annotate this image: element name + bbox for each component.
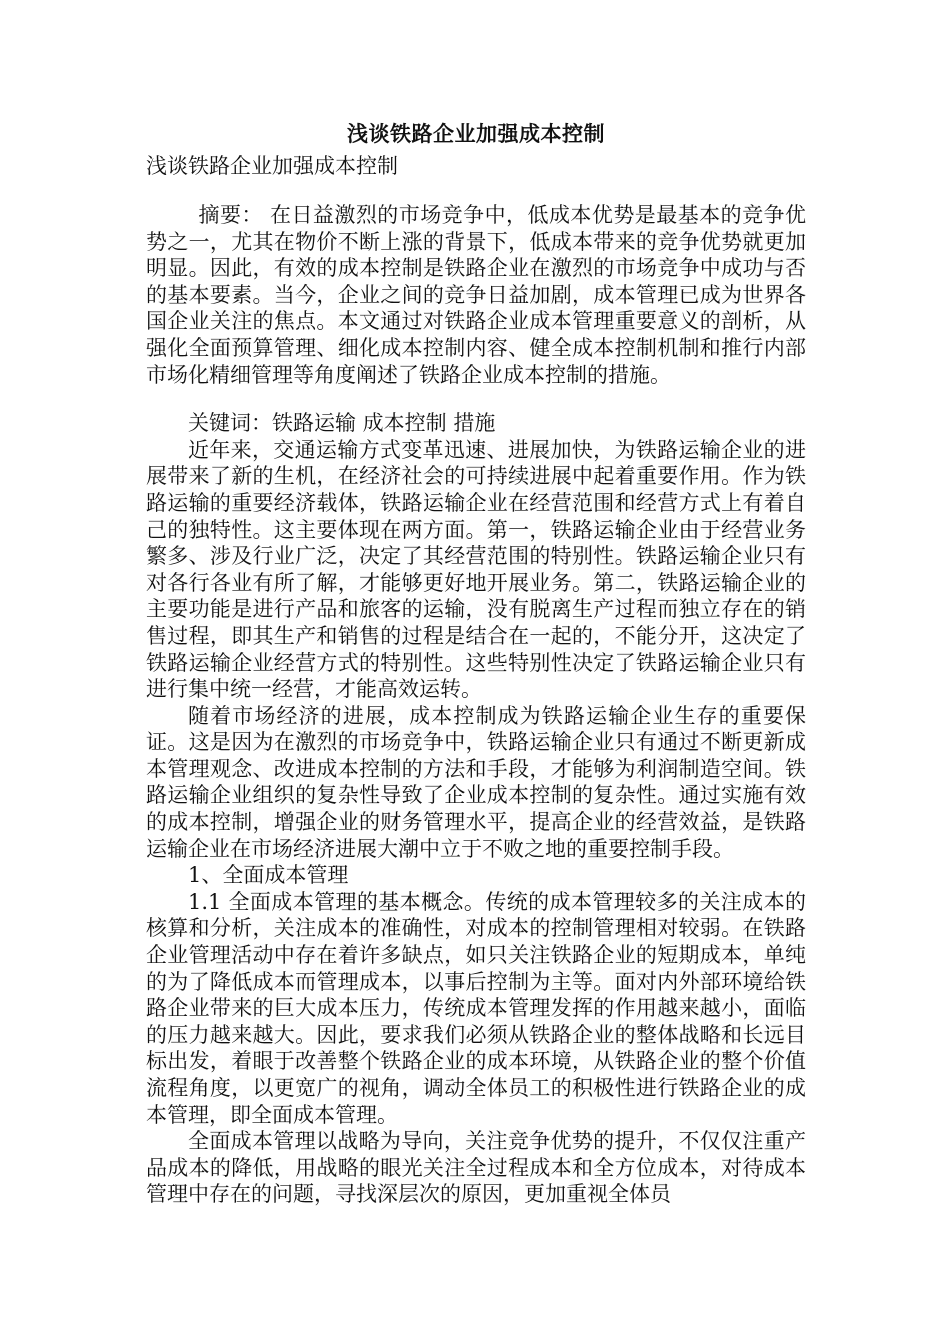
keywords-line: 关键词：铁路运输 成本控制 措施: [188, 411, 496, 436]
section-heading: 1、全面成本管理: [188, 863, 349, 888]
section-paragraph: 1.1 全面成本管理的基本概念。传统的成本管理较多的关注成本的核算和分析，关注成本的准确性，对成本的控制管理相对较弱。在铁路企业管理活动中存在着许多缺点，如只关注铁路企业的短期成本，单纯的为了降低成本而管理成本，以事后控制为主等。面对内外部环境给铁路企业带来的巨大成本压力，传统成本管理发挥的作用越来越小，面临的压力越来越大。因此，要求我们必须从铁路企业的整体战略和长远目标出发，着眼于改善整个铁路企业的成本环境，从铁路企业的整个价值流程角度，以更宽广的视角，调动全体员工的积极性进行铁路企业的成本管理，即全面成本管理。: [146, 889, 806, 1127]
section-paragraph: 全面成本管理以战略为导向，关注竞争优势的提升，不仅仅注重产品成本的降低，用战略的眼光关注全过程成本和全方位成本，对待成本管理中存在的问题，寻找深层次的原因，更加重视全体员: [146, 1129, 806, 1207]
document-title: 浅谈铁路企业加强成本控制: [347, 122, 605, 146]
document-subtitle: 浅谈铁路企业加强成本控制: [146, 154, 398, 178]
body-paragraph: 随着市场经济的进展，成本控制成为铁路运输企业生存的重要保证。这是因为在激烈的市场竞争中，铁路运输企业只有通过不断更新成本管理观念、改进成本控制的方法和手段，才能够为利润制造空间。铁路运输企业组织的复杂性导致了企业成本控制的复杂性。通过实施有效的成本控制，增强企业的财务管理水平，提高企业的经营效益，是铁路运输企业在市场经济进展大潮中立于不败之地的重要控制手段。: [146, 703, 806, 861]
abstract-paragraph: 摘要： 在日益激烈的市场竞争中，低成本优势是最基本的竞争优势之一，尤其在物价不断上涨的背景下，低成本带来的竞争优势就更加明显。因此，有效的成本控制是铁路企业在激烈的市场竞争中成功与否的基本要素。当今，企业之间的竞争日益加剧，成本管理已成为世界各国企业关注的焦点。本文通过对铁路企业成本管理重要意义的剖析，从强化全面预算管理、细化成本控制内容、健全成本控制机制和推行内部市场化精细管理等角度阐述了铁路企业成本控制的措施。: [146, 203, 806, 387]
body-paragraph: 近年来，交通运输方式变革迅速、进展加快，为铁路运输企业的进展带来了新的生机，在经济社会的可持续进展中起着重要作用。作为铁路运输的重要经济载体，铁路运输企业在经营范围和经营方式上有着自己的独特性。这主要体现在两方面。第一，铁路运输企业由于经营业务繁多、涉及行业广泛，决定了其经营范围的特别性。铁路运输企业只有对各行各业有所了解，才能够更好地开展业务。第二，铁路运输企业的主要功能是进行产品和旅客的运输，没有脱离生产过程而独立存在的销售过程，即其生产和销售的过程是结合在一起的，不能分开，这决定了铁路运输企业经营方式的特别性。这些特别性决定了铁路运输企业只有进行集中统一经营，才能高效运转。: [146, 437, 806, 702]
document-page: [146, 118, 806, 1208]
